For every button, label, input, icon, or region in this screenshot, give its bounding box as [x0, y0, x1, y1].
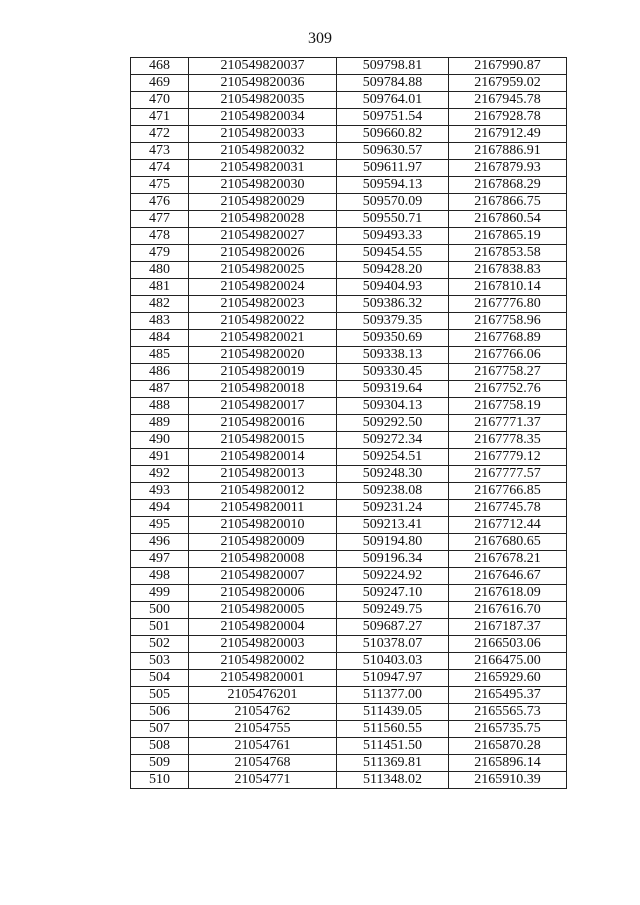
table-row: [131, 704, 567, 721]
y-coordinate-cell: 2165896.14: [449, 755, 567, 772]
y-coordinate-cell: 2167758.27: [449, 364, 567, 381]
point-id-cell: 21054771: [189, 772, 337, 789]
point-id-cell: 210549820033: [189, 126, 337, 143]
y-coordinate-cell: 2167758.19: [449, 398, 567, 415]
x-coordinate-cell: 509319.64: [337, 381, 449, 398]
x-coordinate-cell: 509386.32: [337, 296, 449, 313]
row-number-cell: 503: [131, 653, 189, 670]
row-number-cell: 493: [131, 483, 189, 500]
table-row: [131, 755, 567, 772]
row-number-cell: 495: [131, 517, 189, 534]
row-number-cell: 506: [131, 704, 189, 721]
table-row: [131, 517, 567, 534]
point-id-cell: 210549820023: [189, 296, 337, 313]
row-number-cell: 488: [131, 398, 189, 415]
x-coordinate-cell: 509224.92: [337, 568, 449, 585]
point-id-cell: 210549820029: [189, 194, 337, 211]
y-coordinate-cell: 2167752.76: [449, 381, 567, 398]
x-coordinate-cell: 511560.55: [337, 721, 449, 738]
point-id-cell: 210549820015: [189, 432, 337, 449]
table-row: [131, 568, 567, 585]
x-coordinate-cell: 509304.13: [337, 398, 449, 415]
x-coordinate-cell: 509272.34: [337, 432, 449, 449]
row-number-cell: 501: [131, 619, 189, 636]
table-row: [131, 262, 567, 279]
table-row: [131, 500, 567, 517]
y-coordinate-cell: 2167646.67: [449, 568, 567, 585]
table-row: [131, 330, 567, 347]
row-number-cell: 502: [131, 636, 189, 653]
point-id-cell: 210549820032: [189, 143, 337, 160]
y-coordinate-cell: 2167928.78: [449, 109, 567, 126]
x-coordinate-cell: 509248.30: [337, 466, 449, 483]
table-row: [131, 738, 567, 755]
x-coordinate-cell: 509594.13: [337, 177, 449, 194]
table-body: [131, 58, 567, 789]
y-coordinate-cell: 2165735.75: [449, 721, 567, 738]
y-coordinate-cell: 2166503.06: [449, 636, 567, 653]
table-row: [131, 534, 567, 551]
row-number-cell: 487: [131, 381, 189, 398]
point-id-cell: 210549820011: [189, 500, 337, 517]
table-row: [131, 449, 567, 466]
x-coordinate-cell: 509798.81: [337, 58, 449, 75]
point-id-cell: 210549820036: [189, 75, 337, 92]
table-row: [131, 58, 567, 75]
point-id-cell: 210549820014: [189, 449, 337, 466]
row-number-cell: 484: [131, 330, 189, 347]
point-id-cell: 210549820025: [189, 262, 337, 279]
row-number-cell: 485: [131, 347, 189, 364]
y-coordinate-cell: 2167810.14: [449, 279, 567, 296]
point-id-cell: 210549820018: [189, 381, 337, 398]
y-coordinate-cell: 2165565.73: [449, 704, 567, 721]
x-coordinate-cell: 509454.55: [337, 245, 449, 262]
table-row: [131, 75, 567, 92]
row-number-cell: 500: [131, 602, 189, 619]
table-row: [131, 228, 567, 245]
row-number-cell: 482: [131, 296, 189, 313]
y-coordinate-cell: 2167777.57: [449, 466, 567, 483]
x-coordinate-cell: 509404.93: [337, 279, 449, 296]
point-id-cell: 210549820004: [189, 619, 337, 636]
row-number-cell: 507: [131, 721, 189, 738]
table-row: [131, 721, 567, 738]
row-number-cell: 477: [131, 211, 189, 228]
x-coordinate-cell: 511348.02: [337, 772, 449, 789]
point-id-cell: 210549820035: [189, 92, 337, 109]
y-coordinate-cell: 2167879.93: [449, 160, 567, 177]
x-coordinate-cell: 509194.80: [337, 534, 449, 551]
table-row: [131, 636, 567, 653]
x-coordinate-cell: 509379.35: [337, 313, 449, 330]
point-id-cell: 210549820006: [189, 585, 337, 602]
y-coordinate-cell: 2167745.78: [449, 500, 567, 517]
x-coordinate-cell: 510947.97: [337, 670, 449, 687]
x-coordinate-cell: 509630.57: [337, 143, 449, 160]
point-id-cell: 210549820037: [189, 58, 337, 75]
table-row: [131, 466, 567, 483]
x-coordinate-cell: 509213.41: [337, 517, 449, 534]
x-coordinate-cell: 509428.20: [337, 262, 449, 279]
y-coordinate-cell: 2165495.37: [449, 687, 567, 704]
row-number-cell: 492: [131, 466, 189, 483]
x-coordinate-cell: 509493.33: [337, 228, 449, 245]
coordinates-table: [130, 57, 567, 789]
y-coordinate-cell: 2167616.70: [449, 602, 567, 619]
x-coordinate-cell: 509784.88: [337, 75, 449, 92]
row-number-cell: 471: [131, 109, 189, 126]
y-coordinate-cell: 2167618.09: [449, 585, 567, 602]
point-id-cell: 210549820022: [189, 313, 337, 330]
y-coordinate-cell: 2167779.12: [449, 449, 567, 466]
row-number-cell: 494: [131, 500, 189, 517]
x-coordinate-cell: 509238.08: [337, 483, 449, 500]
table-row: [131, 398, 567, 415]
table-row: [131, 483, 567, 500]
table-row: [131, 415, 567, 432]
x-coordinate-cell: 509751.54: [337, 109, 449, 126]
row-number-cell: 505: [131, 687, 189, 704]
row-number-cell: 510: [131, 772, 189, 789]
point-id-cell: 210549820027: [189, 228, 337, 245]
row-number-cell: 504: [131, 670, 189, 687]
point-id-cell: 210549820005: [189, 602, 337, 619]
point-id-cell: 210549820016: [189, 415, 337, 432]
y-coordinate-cell: 2167959.02: [449, 75, 567, 92]
table-row: [131, 313, 567, 330]
row-number-cell: 480: [131, 262, 189, 279]
y-coordinate-cell: 2165870.28: [449, 738, 567, 755]
x-coordinate-cell: 509687.27: [337, 619, 449, 636]
x-coordinate-cell: 509249.75: [337, 602, 449, 619]
table-row: [131, 364, 567, 381]
x-coordinate-cell: 509231.24: [337, 500, 449, 517]
row-number-cell: 498: [131, 568, 189, 585]
x-coordinate-cell: 509338.13: [337, 347, 449, 364]
point-id-cell: 210549820008: [189, 551, 337, 568]
x-coordinate-cell: 509550.71: [337, 211, 449, 228]
row-number-cell: 478: [131, 228, 189, 245]
table-row: [131, 381, 567, 398]
x-coordinate-cell: 509254.51: [337, 449, 449, 466]
point-id-cell: 210549820010: [189, 517, 337, 534]
point-id-cell: 21054761: [189, 738, 337, 755]
y-coordinate-cell: 2167868.29: [449, 177, 567, 194]
point-id-cell: 210549820009: [189, 534, 337, 551]
y-coordinate-cell: 2167860.54: [449, 211, 567, 228]
table-row: [131, 687, 567, 704]
x-coordinate-cell: 509611.97: [337, 160, 449, 177]
table-row: [131, 194, 567, 211]
point-id-cell: 210549820034: [189, 109, 337, 126]
point-id-cell: 210549820007: [189, 568, 337, 585]
row-number-cell: 479: [131, 245, 189, 262]
x-coordinate-cell: 509570.09: [337, 194, 449, 211]
y-coordinate-cell: 2167678.21: [449, 551, 567, 568]
table-row: [131, 126, 567, 143]
x-coordinate-cell: 511439.05: [337, 704, 449, 721]
y-coordinate-cell: 2167778.35: [449, 432, 567, 449]
row-number-cell: 508: [131, 738, 189, 755]
row-number-cell: 472: [131, 126, 189, 143]
x-coordinate-cell: 511377.00: [337, 687, 449, 704]
x-coordinate-cell: 509350.69: [337, 330, 449, 347]
y-coordinate-cell: 2167866.75: [449, 194, 567, 211]
y-coordinate-cell: 2167768.89: [449, 330, 567, 347]
row-number-cell: 489: [131, 415, 189, 432]
row-number-cell: 470: [131, 92, 189, 109]
row-number-cell: 475: [131, 177, 189, 194]
point-id-cell: 210549820031: [189, 160, 337, 177]
y-coordinate-cell: 2167712.44: [449, 517, 567, 534]
table-row: [131, 177, 567, 194]
point-id-cell: 21054768: [189, 755, 337, 772]
row-number-cell: 499: [131, 585, 189, 602]
point-id-cell: 210549820017: [189, 398, 337, 415]
row-number-cell: 481: [131, 279, 189, 296]
point-id-cell: 210549820001: [189, 670, 337, 687]
row-number-cell: 483: [131, 313, 189, 330]
table-row: [131, 585, 567, 602]
y-coordinate-cell: 2167766.85: [449, 483, 567, 500]
point-id-cell: 210549820003: [189, 636, 337, 653]
y-coordinate-cell: 2166475.00: [449, 653, 567, 670]
point-id-cell: 210549820012: [189, 483, 337, 500]
table-row: [131, 432, 567, 449]
table-row: [131, 653, 567, 670]
y-coordinate-cell: 2165929.60: [449, 670, 567, 687]
x-coordinate-cell: 511451.50: [337, 738, 449, 755]
point-id-cell: 210549820026: [189, 245, 337, 262]
table-row: [131, 245, 567, 262]
y-coordinate-cell: 2167776.80: [449, 296, 567, 313]
point-id-cell: 210549820013: [189, 466, 337, 483]
row-number-cell: 469: [131, 75, 189, 92]
point-id-cell: 210549820021: [189, 330, 337, 347]
table-row: [131, 772, 567, 789]
page-number: 309: [308, 30, 332, 47]
table-row: [131, 92, 567, 109]
point-id-cell: 210549820019: [189, 364, 337, 381]
x-coordinate-cell: 509247.10: [337, 585, 449, 602]
row-number-cell: 468: [131, 58, 189, 75]
point-id-cell: 21054755: [189, 721, 337, 738]
row-number-cell: 491: [131, 449, 189, 466]
table-row: [131, 619, 567, 636]
row-number-cell: 486: [131, 364, 189, 381]
row-number-cell: 476: [131, 194, 189, 211]
row-number-cell: 509: [131, 755, 189, 772]
row-number-cell: 474: [131, 160, 189, 177]
table-row: [131, 296, 567, 313]
table-row: [131, 670, 567, 687]
y-coordinate-cell: 2167766.06: [449, 347, 567, 364]
table-row: [131, 279, 567, 296]
x-coordinate-cell: 509292.50: [337, 415, 449, 432]
y-coordinate-cell: 2165910.39: [449, 772, 567, 789]
table-row: [131, 211, 567, 228]
y-coordinate-cell: 2167945.78: [449, 92, 567, 109]
y-coordinate-cell: 2167771.37: [449, 415, 567, 432]
y-coordinate-cell: 2167853.58: [449, 245, 567, 262]
point-id-cell: 210549820030: [189, 177, 337, 194]
table-row: [131, 347, 567, 364]
point-id-cell: 21054762: [189, 704, 337, 721]
table-row: [131, 109, 567, 126]
point-id-cell: 210549820002: [189, 653, 337, 670]
table-row: [131, 160, 567, 177]
row-number-cell: 496: [131, 534, 189, 551]
point-id-cell: 210549820024: [189, 279, 337, 296]
point-id-cell: 210549820028: [189, 211, 337, 228]
point-id-cell: 2105476201: [189, 687, 337, 704]
row-number-cell: 497: [131, 551, 189, 568]
y-coordinate-cell: 2167990.87: [449, 58, 567, 75]
y-coordinate-cell: 2167680.65: [449, 534, 567, 551]
table-row: [131, 551, 567, 568]
table-row: [131, 602, 567, 619]
x-coordinate-cell: 510403.03: [337, 653, 449, 670]
y-coordinate-cell: 2167865.19: [449, 228, 567, 245]
x-coordinate-cell: 509330.45: [337, 364, 449, 381]
row-number-cell: 473: [131, 143, 189, 160]
row-number-cell: 490: [131, 432, 189, 449]
x-coordinate-cell: 509764.01: [337, 92, 449, 109]
x-coordinate-cell: 511369.81: [337, 755, 449, 772]
y-coordinate-cell: 2167187.37: [449, 619, 567, 636]
table-row: [131, 143, 567, 160]
y-coordinate-cell: 2167838.83: [449, 262, 567, 279]
y-coordinate-cell: 2167912.49: [449, 126, 567, 143]
x-coordinate-cell: 510378.07: [337, 636, 449, 653]
x-coordinate-cell: 509660.82: [337, 126, 449, 143]
x-coordinate-cell: 509196.34: [337, 551, 449, 568]
point-id-cell: 210549820020: [189, 347, 337, 364]
y-coordinate-cell: 2167758.96: [449, 313, 567, 330]
y-coordinate-cell: 2167886.91: [449, 143, 567, 160]
